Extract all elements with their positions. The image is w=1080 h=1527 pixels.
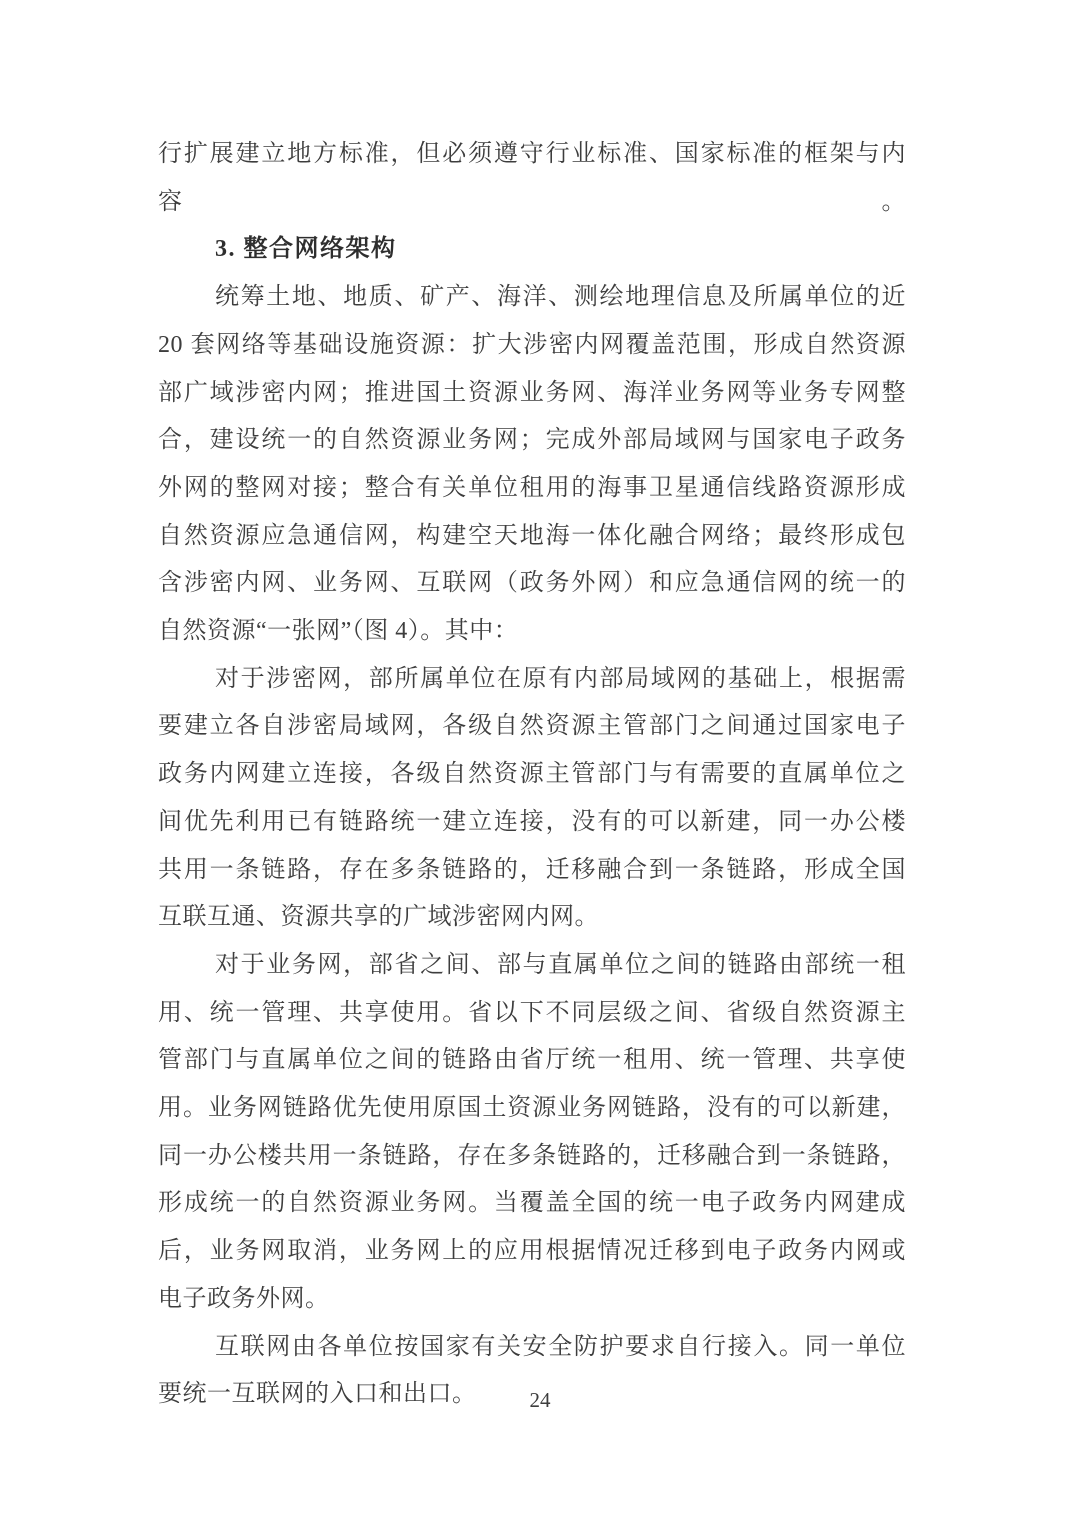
- text-line: 部广域涉密内网；推进国土资源业务网、海洋业务网等业务专网整: [158, 379, 906, 406]
- text-lines: [158, 131, 906, 1419]
- text-line: 政务内网建立连接，各级自然资源主管部门与有需要的直属单位之: [158, 761, 906, 788]
- text-line: 对于业务网，部省之间、部与直属单位之间的链路由部统一租: [215, 951, 906, 978]
- text-line: 对于涉密网，部所属单位在原有内部局域网的基础上，根据需: [215, 665, 906, 692]
- text-line: 用。业务网链路优先使用原国土资源业务网链路，没有的可以新建，: [158, 1095, 906, 1122]
- text-line: 电子政务外网。: [158, 1285, 330, 1312]
- text-line: 要统一互联网的入口和出口。: [158, 1381, 477, 1408]
- text-line: 用、统一管理、共享使用。省以下不同层级之间、省级自然资源主: [158, 999, 906, 1026]
- text-line: 20 套网络等基础设施资源：扩大涉密内网覆盖范围，形成自然资源: [158, 331, 906, 358]
- text-line: 要建立各自涉密局域网，各级自然资源主管部门之间通过国家电子: [158, 713, 906, 740]
- page-number: 24: [529, 1388, 551, 1412]
- text-line: 合，建设统一的自然资源业务网；完成外部局域网与国家电子政务: [158, 427, 906, 454]
- text-line: 行扩展建立地方标准，但必须遵守行业标准、国家标准的框架与内容。: [158, 141, 906, 215]
- text-line: 形成统一的自然资源业务网。当覆盖全国的统一电子政务内网建成: [158, 1190, 906, 1217]
- text-line: 统筹土地、地质、矿产、海洋、测绘地理信息及所属单位的近: [215, 284, 906, 311]
- text-line: 共用一条链路，存在多条链路的，迁移融合到一条链路，形成全国: [158, 856, 906, 883]
- text-line: 外网的整网对接；整合有关单位租用的海事卫星通信线路资源形成: [158, 474, 906, 501]
- text-line: 互联网由各单位按国家有关安全防护要求自行接入。同一单位: [215, 1333, 906, 1360]
- section-heading: 3. 整合网络架构: [215, 236, 397, 263]
- text-line: 间优先利用已有链路统一建立连接，没有的可以新建，同一办公楼: [158, 808, 906, 835]
- text-line: 后，业务网取消，业务网上的应用根据情况迁移到电子政务内网或: [158, 1238, 906, 1265]
- text-line: 管部门与直属单位之间的链路由省厅统一租用、统一管理、共享使: [158, 1047, 906, 1074]
- text-line: 互联互通、资源共享的广域涉密网内网。: [158, 904, 599, 931]
- text-line: 同一办公楼共用一条链路，存在多条链路的，迁移融合到一条链路，: [158, 1142, 906, 1169]
- text-line: 含涉密内网、业务网、互联网（政务外网）和应急通信网的统一的: [158, 570, 906, 597]
- text-line: 自然资源“一张网”（图 4）。其中：: [158, 618, 519, 645]
- text-line: 自然资源应急通信网，构建空天地海一体化融合网络；最终形成包: [158, 522, 906, 549]
